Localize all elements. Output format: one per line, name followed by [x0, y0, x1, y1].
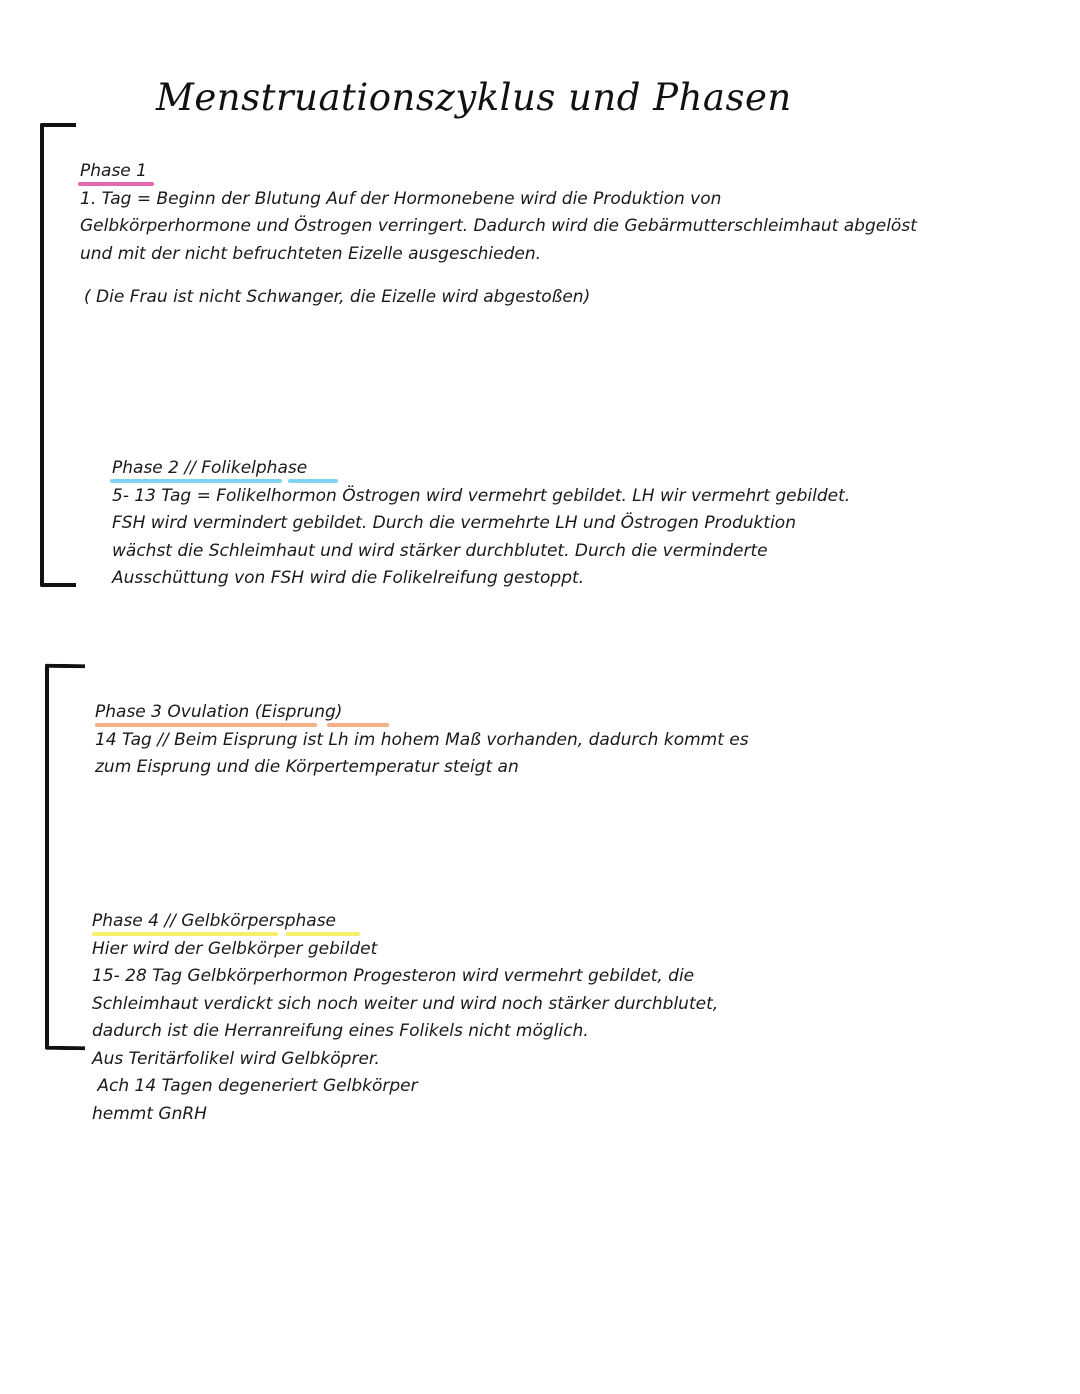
phase-4-line: hemmt GnRH: [92, 1103, 207, 1124]
phase-4-line: Schleimhaut verdickt sich noch weiter und wird noch stärker durchblutet,: [92, 993, 719, 1014]
phase-2-section: [112, 455, 850, 593]
phase-1-line: Gelbkörperhormone und Östrogen verringert. Dadurch wird die Gebärmutterschleimhaut abgelöst: [80, 216, 917, 236]
phase-2-highlight: [110, 479, 282, 483]
phase-2-line: 5- 13 Tag = Folikelhormon Östrogen wird vermehrt gebildet. LH wir vermehrt gebildet.: [112, 485, 851, 506]
phase-4-highlight-b: [286, 932, 360, 936]
phase-2-line: wächst die Schleimhaut und wird stärker durchblutet. Durch die verminderte: [112, 540, 768, 561]
phase-4-line: Ach 14 Tagen degeneriert Gelbkörper: [92, 1076, 418, 1096]
phase-4-highlight: [92, 932, 278, 936]
phase-1-highlight: [78, 182, 154, 186]
page-title: Menstruationszyklus und Phasen: [156, 76, 792, 119]
phase-3-heading-wrap: [95, 699, 342, 727]
phase-3-highlight-b: [327, 723, 389, 727]
phase-4-heading: Phase 4 // Gelbkörpersphase: [92, 911, 337, 931]
phase-1-line: und mit der nicht befruchteten Eizelle ausgeschieden.: [80, 243, 542, 264]
phase-3-line: zum Eisprung und die Körpertemperatur steigt an: [95, 757, 519, 777]
phase-1-heading: Phase 1: [80, 161, 147, 181]
phase-3-highlight: [95, 723, 317, 727]
phase-1-heading-wrap: [80, 158, 147, 186]
phase-4-line: Aus Teritärfolikel wird Gelbköprer.: [92, 1048, 380, 1069]
phase-2-line: FSH wird vermindert gebildet. Durch die vermehrte LH und Östrogen Produktion: [112, 513, 796, 533]
phase-3-line: 14 Tag // Beim Eisprung ist Lh im hohem Maß vorhanden, dadurch kommt es: [95, 729, 749, 750]
phase-2-line: Ausschüttung von FSH wird die Folikelreifung gestoppt.: [112, 568, 585, 588]
phase-4-line: Hier wird der Gelbkörper gebildet: [92, 938, 378, 959]
bracket-phase-1-2: [40, 123, 76, 587]
phase-2-heading: Phase 2 // Folikelphase: [112, 458, 308, 478]
phase-3-heading: Phase 3 Ovulation (Eisprung): [95, 702, 343, 722]
phase-1-section: [80, 158, 917, 268]
phase-4-heading-wrap: [92, 908, 336, 936]
phase-4-section: [92, 908, 718, 1128]
phase-4-line: 15- 28 Tag Gelbkörperhormon Progesteron wird vermehrt gebildet, die: [92, 966, 695, 986]
bracket-phase-3-4: [45, 664, 85, 1050]
phase-2-heading-wrap: [112, 455, 307, 483]
phase-3-section: [95, 699, 749, 782]
phase-1-note: ( Die Frau ist nicht Schwanger, die Eizelle wird abgestoßen): [84, 287, 591, 307]
phase-1-line: 1. Tag = Beginn der Blutung Auf der Hormonebene wird die Produktion von: [80, 188, 722, 209]
phase-4-line: dadurch ist die Herranreifung eines Folikels nicht möglich.: [92, 1021, 589, 1041]
phase-2-highlight-b: [288, 479, 338, 483]
